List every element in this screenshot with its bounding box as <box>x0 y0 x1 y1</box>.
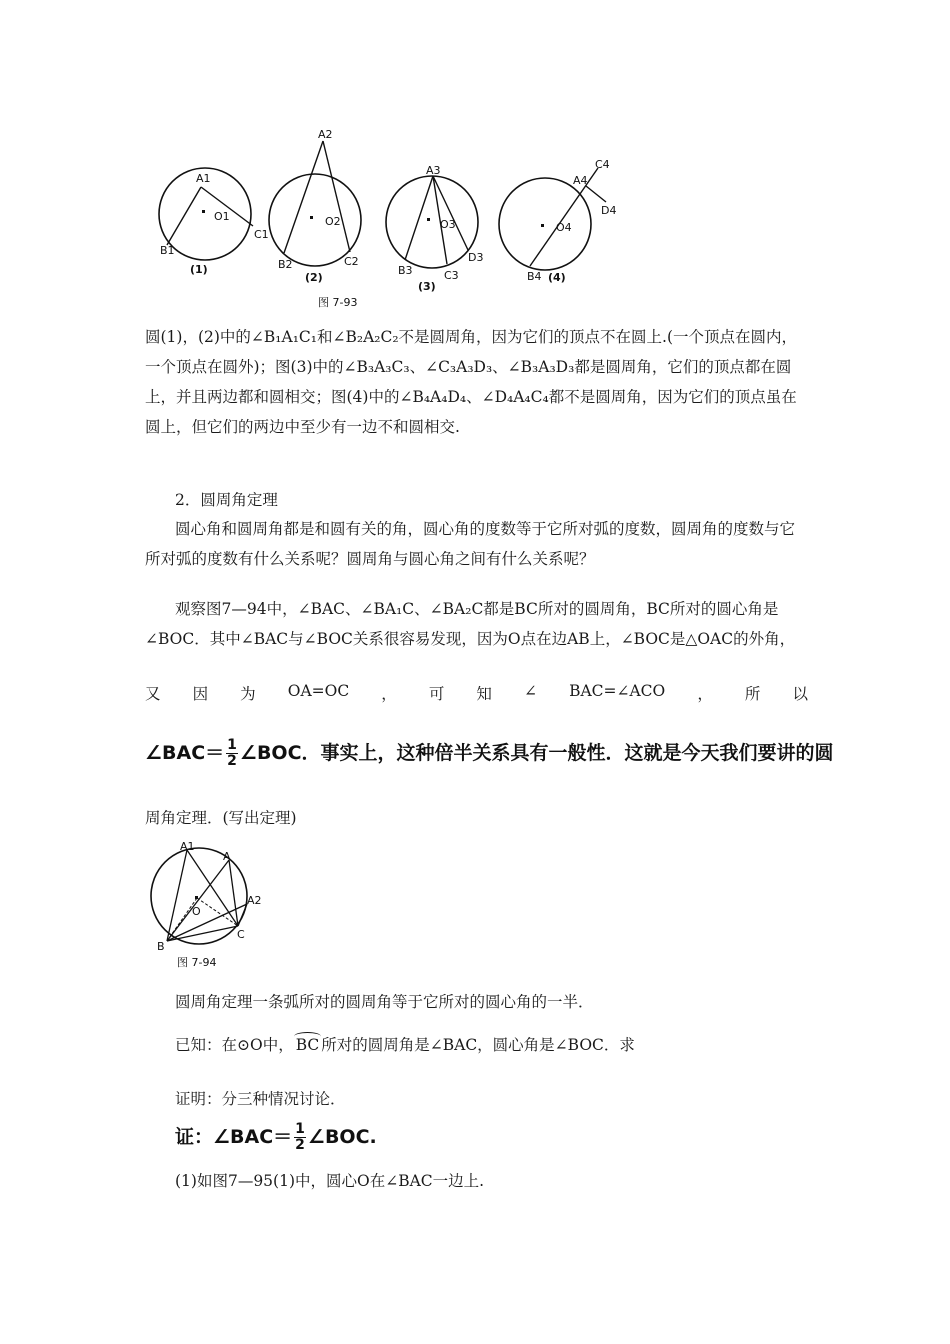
label-o4: O4 <box>556 221 572 234</box>
label-c: C <box>237 928 245 941</box>
figure-7-93-panel-4 <box>499 158 616 284</box>
word: BAC=∠ACO <box>569 682 666 700</box>
label-a1: A1 <box>196 172 211 185</box>
label-b2: B2 <box>278 258 293 271</box>
fraction-one-half <box>226 738 238 769</box>
label-a4: A4 <box>573 174 588 187</box>
label-a2: A2 <box>318 128 333 141</box>
label-a3: A3 <box>426 164 441 177</box>
word: 为 <box>240 685 256 703</box>
figure-7-93 <box>150 128 620 313</box>
word: OA=OC <box>287 682 350 700</box>
figure-7-93-panel-3 <box>386 164 483 293</box>
word: 知 <box>476 685 492 703</box>
given-statement <box>175 1033 635 1055</box>
theorem-statement: 圆周角定理一条弧所对的圆周角等于它所对的圆心角的一半． <box>175 993 594 1011</box>
label-b4: B4 <box>527 270 542 283</box>
figure-7-94 <box>143 838 273 973</box>
panel-3-label: (3) <box>418 280 436 293</box>
label-o2: O2 <box>325 215 341 228</box>
label-b: B <box>157 940 165 953</box>
label-c2: C2 <box>344 255 359 268</box>
label-c4: C4 <box>595 158 610 171</box>
paragraph-3: 观察图7—94中，∠BAC、∠BA₁C、∠BA₂C都是BC所对的圆周角，BC所对的圆心角是∠BOC．其中∠BAC与∠BOC关系很容易发现，因为O点在边AB上，∠BOC是△OAC的外角， <box>145 600 796 648</box>
label-o3: O3 <box>440 218 456 231</box>
word: 以 <box>792 685 808 703</box>
fraction-denominator: 2 <box>295 1137 305 1153</box>
given-prefix: 已知：在⊙O中， <box>175 1036 294 1054</box>
formula-prefix: ∠BAC＝ <box>145 742 225 764</box>
figure-7-93-panel-1 <box>159 168 269 276</box>
panel-2-label: (2) <box>305 271 323 284</box>
word: 所 <box>744 685 761 703</box>
paragraph-2: 圆心角和圆周角都是和圆有关的角，圆心角的度数等于它所对弧的度数，圆周角的度数与它所对弧的度数有什么关系呢？圆周角与圆心角之间有什么关系呢？ <box>145 520 796 568</box>
proof-intro: 证明：分三种情况讨论． <box>175 1090 346 1108</box>
word: ， <box>381 685 397 703</box>
label-c1: C1 <box>254 228 269 241</box>
paragraph-1: 圆(1)，(2)中的∠B₁A₁C₁和∠B₂A₂C₂不是圆周角，因为它们的顶点不在圆上.(一个顶点在圆内，一个顶点在圆外)；图(3)中的∠B₃A₃C₃、∠C₃A₃D₃、∠B₃A₃D₃都是圆周角，它们的顶点都在圆上，并且两边都和圆相交；图(4)中的∠B₄A₄D₄、∠D₄A₄C₄都不是圆周角，因为它们的顶点虽在圆上，但它们的两边中至少有一边不和圆相交. <box>145 328 798 436</box>
word: 可 <box>428 685 445 703</box>
panel-4-label: (4) <box>548 271 566 284</box>
figure-7-94-caption: 图 7-94 <box>177 956 217 969</box>
case-1: (1)如图7—95(1)中，圆心O在∠BAC一边上. <box>175 1172 485 1190</box>
label-d4: D4 <box>601 204 617 217</box>
label-b1: B1 <box>160 244 175 257</box>
formula-line <box>145 738 834 769</box>
label-a2: A2 <box>247 894 262 907</box>
label-a1: A1 <box>180 840 195 853</box>
fraction-denominator: 2 <box>227 753 237 769</box>
given-suffix: 所对的圆周角是∠BAC，圆心角是∠BOC．求 <box>321 1036 635 1054</box>
fraction-numerator: 1 <box>227 737 237 753</box>
label-o: O <box>192 905 201 918</box>
label-b3: B3 <box>398 264 413 277</box>
word: ， <box>697 685 713 703</box>
formula-suffix: ∠BOC．事实上，这种倍半关系具有一般性．这就是今天我们要讲的圆 <box>239 742 834 764</box>
section-heading: 2．圆周角定理 <box>175 491 278 509</box>
fraction-numerator: 1 <box>295 1121 305 1137</box>
word: 又 <box>145 685 161 703</box>
label-d3: D3 <box>468 251 484 264</box>
label-c3: C3 <box>444 269 459 282</box>
word: 因 <box>192 685 209 703</box>
word: ∠ <box>524 682 537 700</box>
paragraph-4: 周角定理．(写出定理) <box>145 809 297 827</box>
prove-formula <box>175 1122 377 1153</box>
fraction-one-half <box>294 1122 306 1153</box>
figure-7-93-caption: 图 7-93 <box>318 296 358 309</box>
prove-prefix: 证：∠BAC＝ <box>175 1126 293 1148</box>
prove-suffix: ∠BOC. <box>307 1126 377 1148</box>
panel-1-label: (1) <box>190 263 208 276</box>
label-a: A <box>223 850 231 863</box>
paragraph-3-last-line <box>145 682 808 704</box>
figure-7-93-panel-2 <box>269 128 361 284</box>
label-o1: O1 <box>214 210 230 223</box>
arc-bc: BC <box>295 1036 320 1054</box>
